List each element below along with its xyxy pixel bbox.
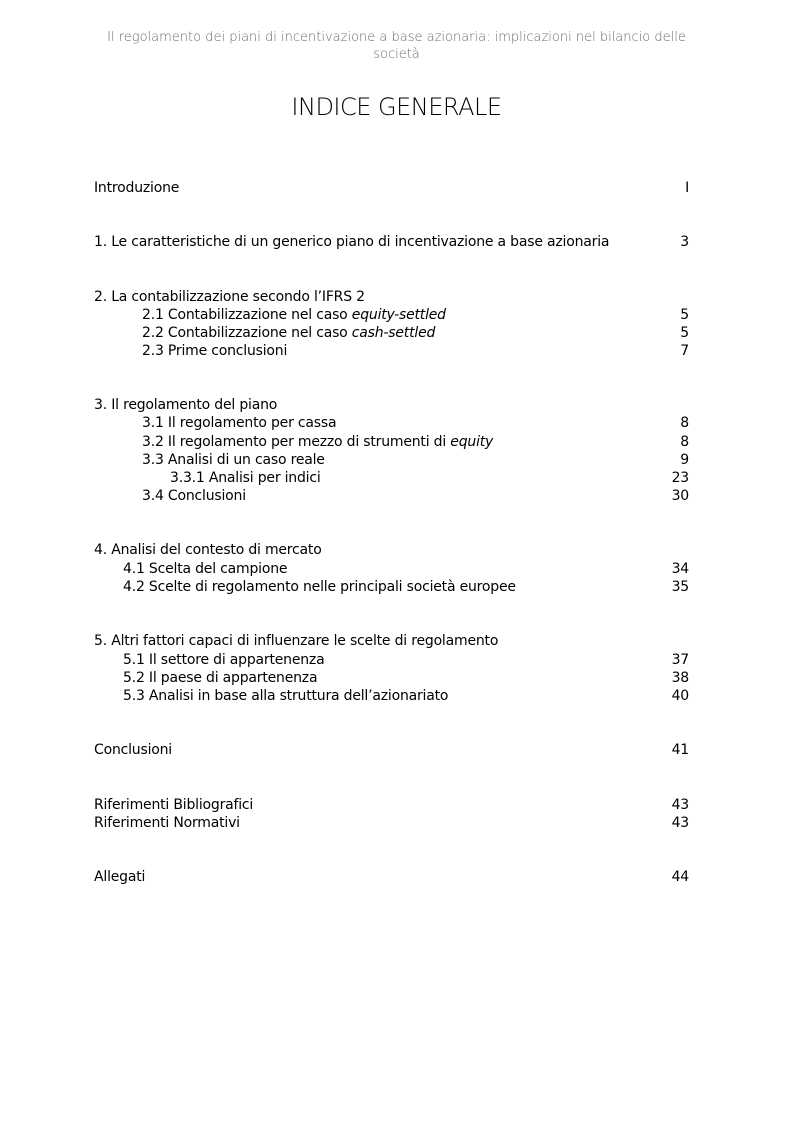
toc-entry-page: 7 (680, 343, 689, 359)
toc-entry-page: 5 (680, 307, 689, 323)
toc-entry-page: 37 (671, 652, 689, 668)
toc-entry-label: 5. Altri fattori capaci di influenzare le scelte di regolamento (94, 633, 499, 649)
toc-entry-label: 3.4 Conclusioni (142, 488, 246, 504)
toc-entry-label: Allegati (94, 869, 146, 885)
toc-entry-label: 2.3 Prime conclusioni (142, 343, 288, 359)
toc-entry-page: 8 (680, 415, 689, 431)
toc-entry-3-1[interactable] (94, 414, 689, 432)
toc-entry-page: 9 (680, 452, 689, 468)
toc-entry-page: 34 (671, 561, 689, 577)
toc-entry-label: Riferimenti Normativi (94, 815, 240, 831)
toc-entry-chapter-1[interactable] (94, 233, 689, 251)
toc-entry-page: 40 (671, 688, 689, 704)
toc-entry-chapter-3[interactable] (94, 396, 689, 414)
toc-entry-page: 5 (680, 325, 689, 341)
page-title: INDICE GENERALE (291, 93, 502, 121)
toc-entry-conclusioni[interactable] (94, 741, 689, 759)
toc-entry-label: Conclusioni (94, 742, 172, 758)
toc-entry-riferimenti-normativi[interactable] (94, 814, 689, 832)
toc-entry-2-1[interactable] (94, 306, 689, 324)
toc-entry-page: 44 (671, 869, 689, 885)
toc-entry-label: 2.1 Contabilizzazione nel caso equity-settled (142, 307, 446, 323)
toc-entry-label: 3.1 Il regolamento per cassa (142, 415, 337, 431)
toc-entry-page: 38 (671, 670, 689, 686)
toc-entry-chapter-2[interactable] (94, 288, 689, 306)
toc-entry-3-2[interactable] (94, 433, 689, 451)
toc-entry-label: 4.1 Scelta del campione (123, 561, 288, 577)
toc-entry-4-2[interactable] (94, 578, 689, 596)
toc-entry-page: 30 (671, 488, 689, 504)
toc-entry-label: 3.3.1 Analisi per indici (170, 470, 321, 486)
toc-entry-3-3-1[interactable] (94, 469, 689, 487)
toc-entry-label: 2.2 Contabilizzazione nel caso cash-settled (142, 325, 436, 341)
toc-entry-page: 35 (671, 579, 689, 595)
toc-entry-page: 23 (671, 470, 689, 486)
toc-entry-page: I (685, 180, 689, 196)
toc-entry-label: 1. Le caratteristiche di un generico piano di incentivazione a base azionaria (94, 234, 610, 250)
toc-entry-label: 4. Analisi del contesto di mercato (94, 542, 322, 558)
toc-entry-label: 4.2 Scelte di regolamento nelle principali società europee (123, 579, 516, 595)
toc-entry-allegati[interactable] (94, 868, 689, 886)
toc-entry-page: 3 (680, 234, 689, 250)
toc-entry-4-1[interactable] (94, 560, 689, 578)
toc-entry-5-2[interactable] (94, 669, 689, 687)
toc-entry-label: Riferimenti Bibliografici (94, 797, 254, 813)
toc-entry-page: 8 (680, 434, 689, 450)
running-header: Il regolamento dei piani di incentivazione a base azionaria: implicazioni nel bilancio delle società (107, 30, 686, 62)
toc-entry-page: 43 (671, 815, 689, 831)
toc-entry-chapter-4[interactable] (94, 541, 689, 559)
toc-entry-label: 3. Il regolamento del piano (94, 397, 278, 413)
toc-entry-2-3[interactable] (94, 342, 689, 360)
toc-entry-3-3[interactable] (94, 451, 689, 469)
toc-entry-label: 3.3 Analisi di un caso reale (142, 452, 325, 468)
toc-entry-3-4[interactable] (94, 487, 689, 505)
toc-entry-label: Introduzione (94, 180, 180, 196)
toc-entry-label: 5.3 Analisi in base alla struttura dell’azionariato (123, 688, 449, 704)
toc-entry-page: 43 (671, 797, 689, 813)
toc-entry-5-3[interactable] (94, 687, 689, 705)
toc-entry-2-2[interactable] (94, 324, 689, 342)
toc-entry-5-1[interactable] (94, 651, 689, 669)
toc-entry-label: 5.1 Il settore di appartenenza (123, 652, 325, 668)
toc-entry-page: 41 (671, 742, 689, 758)
toc-entry-label: 3.2 Il regolamento per mezzo di strumenti di equity (142, 434, 494, 450)
toc-entry-label: 5.2 Il paese di appartenenza (123, 670, 318, 686)
toc-entry-chapter-5[interactable] (94, 632, 689, 650)
toc-entry-riferimenti-bibliografici[interactable] (94, 796, 689, 814)
toc-entry-label: 2. La contabilizzazione secondo l’IFRS 2 (94, 289, 365, 305)
toc-entry-introduzione[interactable] (94, 179, 689, 197)
